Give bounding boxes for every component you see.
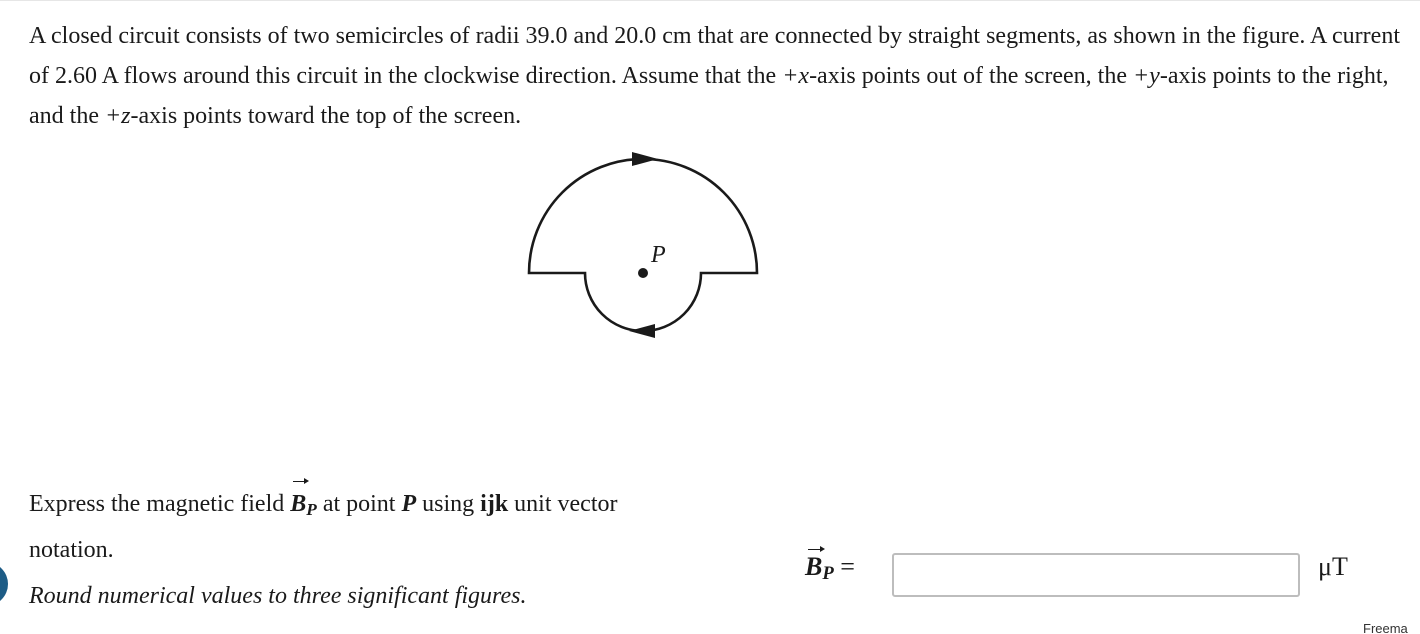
circuit-figure bbox=[515, 148, 775, 348]
answer-field-symbol: B bbox=[805, 552, 823, 581]
problem-statement bbox=[29, 16, 1414, 136]
field-symbol: B bbox=[290, 484, 306, 524]
footer-brand-text: Freema bbox=[1363, 621, 1408, 634]
z-axis-symbol: +z bbox=[104, 103, 131, 129]
instr-text-1: Express the magnetic field bbox=[29, 491, 291, 517]
current-arrow-top bbox=[632, 152, 658, 166]
ijk-notation: ijk bbox=[480, 491, 509, 517]
y-axis-symbol: +y bbox=[1132, 63, 1160, 89]
current-arrow-bottom bbox=[629, 324, 655, 338]
instr-text-2: at point bbox=[316, 491, 402, 517]
answer-label bbox=[805, 552, 855, 585]
answer-input[interactable] bbox=[892, 553, 1300, 597]
field-subscript: P bbox=[306, 499, 317, 519]
instr-text-4: unit vector notation. bbox=[29, 491, 618, 563]
x-axis-symbol: +x bbox=[782, 63, 810, 89]
top-divider bbox=[0, 0, 1420, 1]
problem-text-4: -axis points toward the top of the screen. bbox=[130, 103, 522, 129]
rounding-instruction: Round numerical values to three significant figures. bbox=[29, 583, 527, 609]
problem-text-2: -axis points out of the screen, the bbox=[809, 63, 1133, 89]
instr-text-3: using bbox=[416, 491, 481, 517]
problem-text-3: -axis points to the right, and the bbox=[29, 63, 1389, 129]
side-tab-marker[interactable] bbox=[0, 562, 8, 606]
problem-text-1: A closed circuit consists of two semicircles of radii 39.0 and 20.0 cm that are connected by straight segments, as shown in the figure. A current of 2.60 A flows around this circuit in the clockwise direction. Assume that the bbox=[29, 23, 1400, 89]
answer-field-subscript: P bbox=[822, 563, 834, 585]
point-p-dot bbox=[638, 268, 648, 278]
unit-label: μT bbox=[1318, 552, 1348, 581]
circuit-loop bbox=[529, 159, 757, 331]
point-symbol: P bbox=[401, 491, 417, 517]
instruction-text bbox=[29, 484, 669, 570]
point-p-label: P bbox=[651, 242, 666, 268]
equals-sign: = bbox=[833, 552, 855, 581]
